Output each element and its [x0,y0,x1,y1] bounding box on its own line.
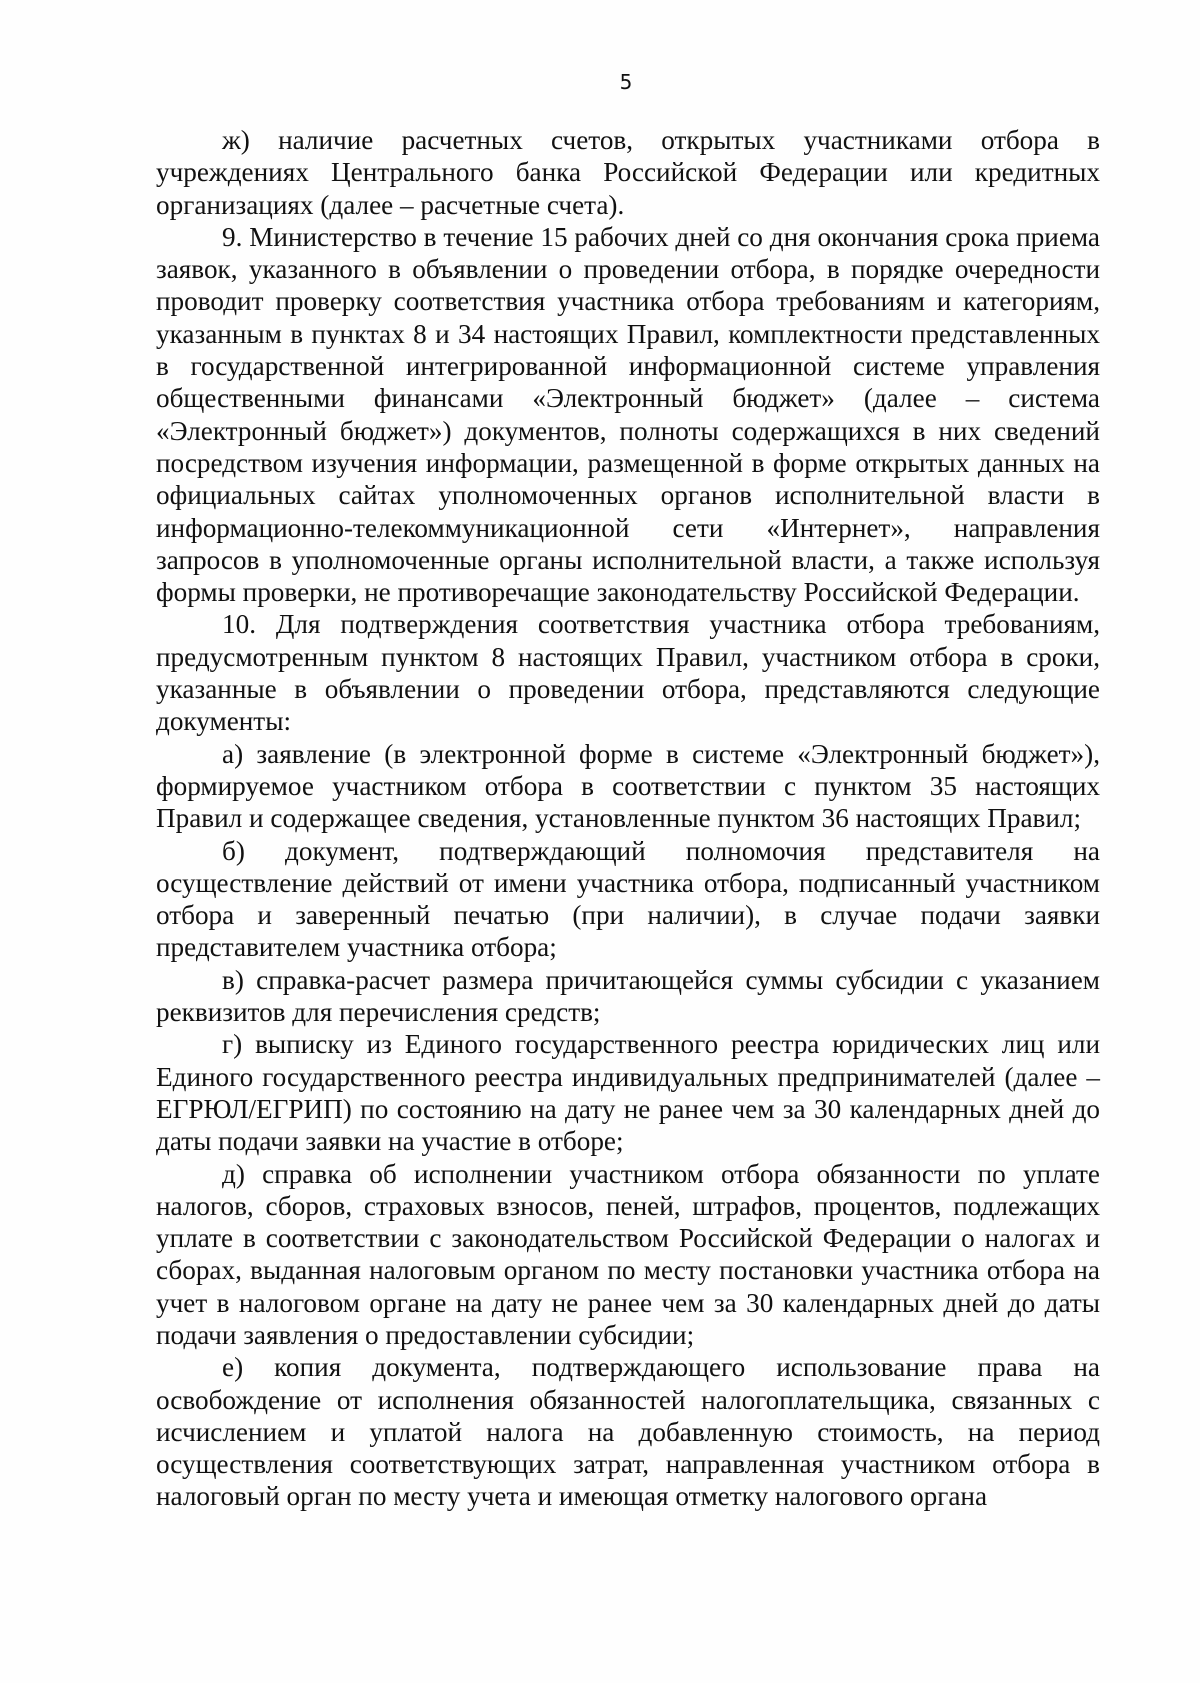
paragraph-b: б) документ, подтверждающий полномочия представителя на осуществление действий от имени участника отбора, подписанный участником отбора и заверенный печатью (при наличии), в случае подачи заявки представителем участника отбора; [156,835,1100,963]
paragraph-d: д) справка об исполнении участником отбора обязанности по уплате налогов, сборов, страховых взносов, пеней, штрафов, процентов, подлежащих уплате в соответствии с законодательством Российской Федерации о налогах и сборах, выданная налоговым органом по месту постановки участника отбора на учет в налоговом органе на дату не ранее чем за 30 календарных дней до даты подачи заявления о предоставлении субсидии; [156,1158,1100,1350]
document-body [156,124,1100,1513]
paragraph-10: 10. Для подтверждения соответствия участника отбора требованиям, предусмотренным пунктом 8 настоящих Правил, участником отбора в сроки, указанные в объявлении о проведении отбора, представляются следующие документы: [156,609,1100,737]
paragraph-v: в) справка-расчет размера причитающейся суммы субсидии с указанием реквизитов для перечисления средств; [156,964,1100,1028]
page-number: 5 [619,70,633,94]
paragraph-g: г) выписку из Единого государственного реестра юридических лиц или Единого государственного реестра индивидуальных предпринимателей (далее – ЕГРЮЛ/ЕГРИП) по состоянию на дату не ранее чем за 30 календарных дней до даты подачи заявки на участие в отборе; [156,1029,1100,1157]
paragraph-a: а) заявление (в электронной форме в системе «Электронный бюджет»), формируемое участником отбора в соответствии с пунктом 35 настоящих Правил и содержащее сведения, установленные пунктом 36 настоящих Правил; [156,738,1100,834]
paragraph-e: е) копия документа, подтверждающего использование права на освобождение от исполнения обязанностей налогоплательщика, связанных с исчислением и уплатой налога на добавленную стоимость, на период осуществления соответствующих затрат, направленная участником отбора в налоговый орган по месту учета и имеющая отметку налогового органа [156,1352,1100,1512]
paragraph-9: 9. Министерство в течение 15 рабочих дней со дня окончания срока приема заявок, указанного в объявлении о проведении отбора, в порядке очередности проводит проверку соответствия участника отбора требованиям и категориям, указанным в пунктах 8 и 34 настоящих Правил, комплектности представленных в государственной интегрированной информационной системе управления общественными финансами «Электронный бюджет» (далее – система «Электронный бюджет») документов, полноты содержащихся в них сведений посредством изучения информации, размещенной в форме открытых данных на официальных сайтах уполномоченных органов исполнительной власти в информационно-телекоммуникационной сети «Интернет», направления запросов в уполномоченные органы исполнительной власти, а также используя формы проверки, не противоречащие законодательству Российской Федерации. [156,221,1100,608]
paragraph-zh: ж) наличие расчетных счетов, открытых участниками отбора в учреждениях Центрального банка Российской Федерации или кредитных организациях (далее – расчетные счета). [156,125,1100,220]
